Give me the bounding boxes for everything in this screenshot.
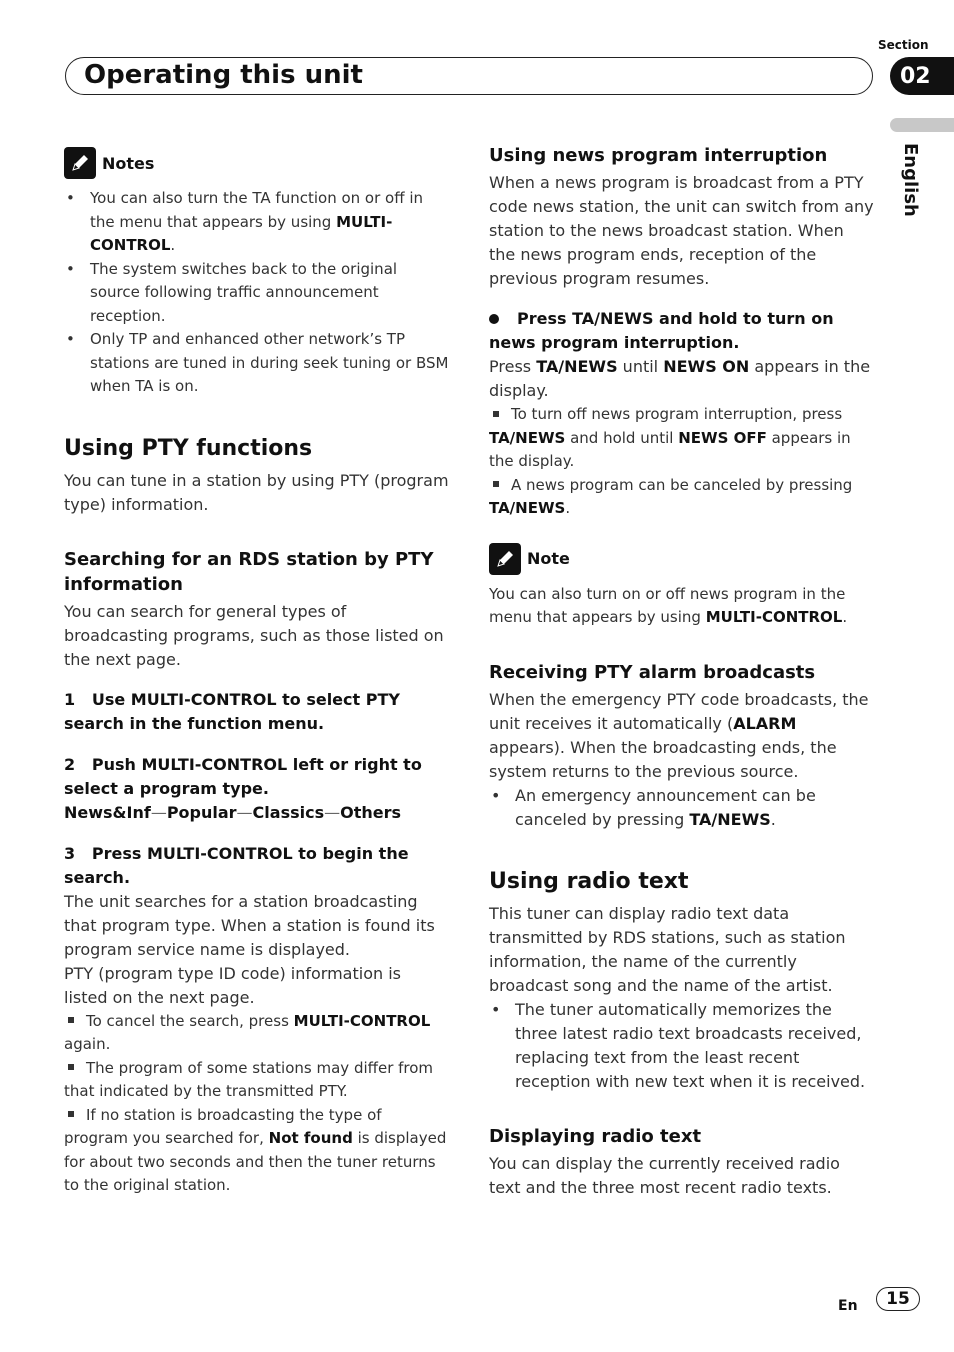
news-heading: Using news program interruption <box>489 145 828 166</box>
search-intro: You can search for general types of broadcasting programs, such as those listed on the next page. <box>64 601 444 669</box>
tip-item: If no station is broadcasting the type of program you searched for, Not found is displayed for about two seconds and then the tuner returns to the original station. <box>64 1105 447 1194</box>
notes-header <box>64 147 449 179</box>
step-2: 2 Push MULTI-CONTROL left or right to select a program type. <box>64 754 422 798</box>
left-column <box>64 147 449 1198</box>
news-intro: When a news program is broadcast from a PTY code news station, the unit can switch from any station to the news broadcast station. When the news program ends, reception of the previous program resumes. <box>489 173 874 288</box>
note-title: Note <box>527 549 570 568</box>
news-body: Press TA/NEWS until NEWS ON appears in the display. <box>489 357 871 400</box>
alarm-item: • An emergency announcement can be canceled by pressing TA/NEWS. <box>491 785 816 829</box>
search-heading: Searching for an RDS station by PTY information <box>64 548 434 595</box>
tip-item: The program of some stations may differ from that indicated by the transmitted PTY. <box>64 1058 434 1100</box>
alarm-heading: Receiving PTY alarm broadcasts <box>489 661 816 683</box>
step-3-body: The unit searches for a station broadcasting that program type. When a station is found its program service name is displayed. <box>64 891 435 959</box>
pty-heading: Using PTY functions <box>64 435 313 461</box>
step-1: 1 Use MULTI-CONTROL to select PTY search in the function menu. <box>64 689 400 733</box>
language-tab-bar <box>890 118 954 132</box>
radio-intro: This tuner can display radio text data transmitted by RDS stations, such as station information, the name of the currently broadcast song and the name of the artist. <box>489 903 846 995</box>
news-step: Press TA/NEWS and hold to turn on news program interruption. <box>489 309 834 352</box>
step-3: 3 Press MULTI-CONTROL to begin the search. <box>64 843 409 887</box>
note-item: • The system switches back to the original source following traffic announcement reception. <box>66 259 398 325</box>
notes-list <box>64 187 449 399</box>
news-tip: A news program can be canceled by pressing TA/NEWS. <box>489 475 853 517</box>
tip-item: To cancel the search, press MULTI-CONTROL again. <box>64 1011 431 1053</box>
page-title: Operating this unit <box>84 60 363 90</box>
step-3-body-2: PTY (program type ID code) information is listed on the next page. <box>64 963 401 1007</box>
radio-item: • The tuner automatically memorizes the three latest radio text broadcasts received, replacing text from the least recent reception with new text when it is received. <box>491 999 866 1091</box>
radio-heading: Using radio text <box>489 868 689 894</box>
footer-language: En <box>838 1298 858 1314</box>
alarm-list <box>489 784 874 832</box>
language-label: English <box>900 143 921 217</box>
pencil-note-icon <box>489 543 521 575</box>
radio-list <box>489 998 874 1094</box>
pty-intro: You can tune in a station by using PTY (program type) information. <box>64 470 449 514</box>
alarm-body: When the emergency PTY code broadcasts, the unit receives it automatically (ALARM appears). When the broadcasting ends, the system returns to the previous source. <box>489 689 869 781</box>
step-bullet-icon <box>489 314 499 324</box>
display-body: You can display the currently received radio text and the three most recent radio texts. <box>489 1153 840 1197</box>
program-types: News&Inf—Popular—Classics—Others <box>64 802 402 822</box>
note-header <box>489 543 874 575</box>
display-heading: Displaying radio text <box>489 1125 702 1147</box>
note-item: • You can also turn the TA function on or off in the menu that appears by using MULTI-CONTROL. <box>66 189 423 254</box>
note-body: You can also turn on or off news program in the menu that appears by using MULTI-CONTROL. <box>489 584 848 626</box>
right-column <box>489 143 874 1200</box>
section-label: Section <box>878 38 929 52</box>
pencil-note-icon <box>64 147 96 179</box>
note-item: • Only TP and enhanced other network’s TP stations are tuned in during seek tuning or BSM when TA is on. <box>66 330 449 395</box>
news-tip: To turn off news program interruption, press TA/NEWS and hold until NEWS OFF appears in the display. <box>489 405 851 470</box>
section-number-badge: 02 <box>890 57 954 95</box>
notes-title: Notes <box>102 153 155 173</box>
page-number: 15 <box>876 1287 920 1311</box>
